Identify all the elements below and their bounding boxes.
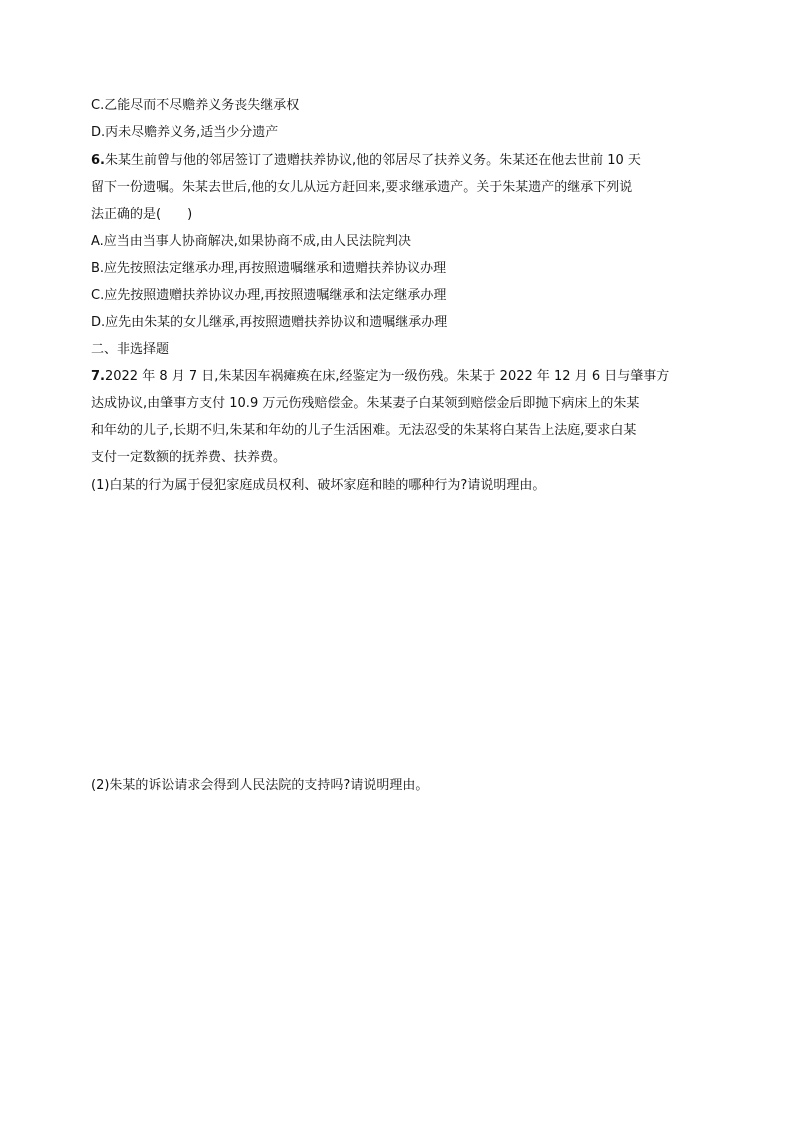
q6-option-a: A.应当由当事人协商解决,如果协商不成,由人民法院判决 xyxy=(91,234,412,249)
q6-stem-text: 朱某生前曾与他的邻居签订了遗赠扶养协议,他的邻居尽了扶养义务。朱某还在他去世前 10 天 xyxy=(104,153,641,168)
q5-option-d: D.丙未尽赡养义务,适当少分遗产 xyxy=(91,125,279,140)
q5-option-c: C.乙能尽而不尽赡养义务丧失继承权 xyxy=(91,98,300,113)
q6-stem-line-3: 法正确的是( ) xyxy=(91,207,193,222)
q7-stem-line-2: 达成协议,由肇事方支付 10.9 万元伤残赔偿金。朱某妻子白某领到赔偿金后即抛下病床上的朱某 xyxy=(91,396,640,411)
q7-subquestion-1: (1)白某的行为属于侵犯家庭成员权利、破坏家庭和睦的哪种行为?请说明理由。 xyxy=(91,478,546,493)
section-title: 二、非选择题 xyxy=(91,342,170,357)
q6-option-c: C.应先按照遗赠扶养协议办理,再按照遗嘱继承和法定继承办理 xyxy=(91,288,447,303)
q6-stem-line-1 xyxy=(91,152,641,170)
q7-stem-line-3: 和年幼的儿子,长期不归,朱某和年幼的儿子生活困难。无法忍受的朱某将白某告上法庭,要求白某 xyxy=(91,423,637,438)
q7-stem-line-1 xyxy=(91,368,669,386)
q7-subquestion-2: (2)朱某的诉讼请求会得到人民法院的支持吗?请说明理由。 xyxy=(91,778,429,793)
q6-option-d: D.应先由朱某的女儿继承,再按照遗赠扶养协议和遗嘱继承办理 xyxy=(91,315,448,330)
q6-stem-line-2: 留下一份遗嘱。朱某去世后,他的女儿从远方赶回来,要求继承遗产。关于朱某遗产的继承下列说 xyxy=(91,180,633,195)
q6-number: 6. xyxy=(91,153,105,168)
q7-number: 7. xyxy=(91,369,105,384)
q7-stem-line-4: 支付一定数额的抚养费、扶养费。 xyxy=(91,450,287,465)
q6-option-b: B.应先按照法定继承办理,再按照遗嘱继承和遗赠扶养协议办理 xyxy=(91,261,447,276)
q7-stem-text: 2022 年 8 月 7 日,朱某因车祸瘫痪在床,经鉴定为一级伤残。朱某于 2022 年 12 月 6 日与肇事方 xyxy=(104,369,670,384)
